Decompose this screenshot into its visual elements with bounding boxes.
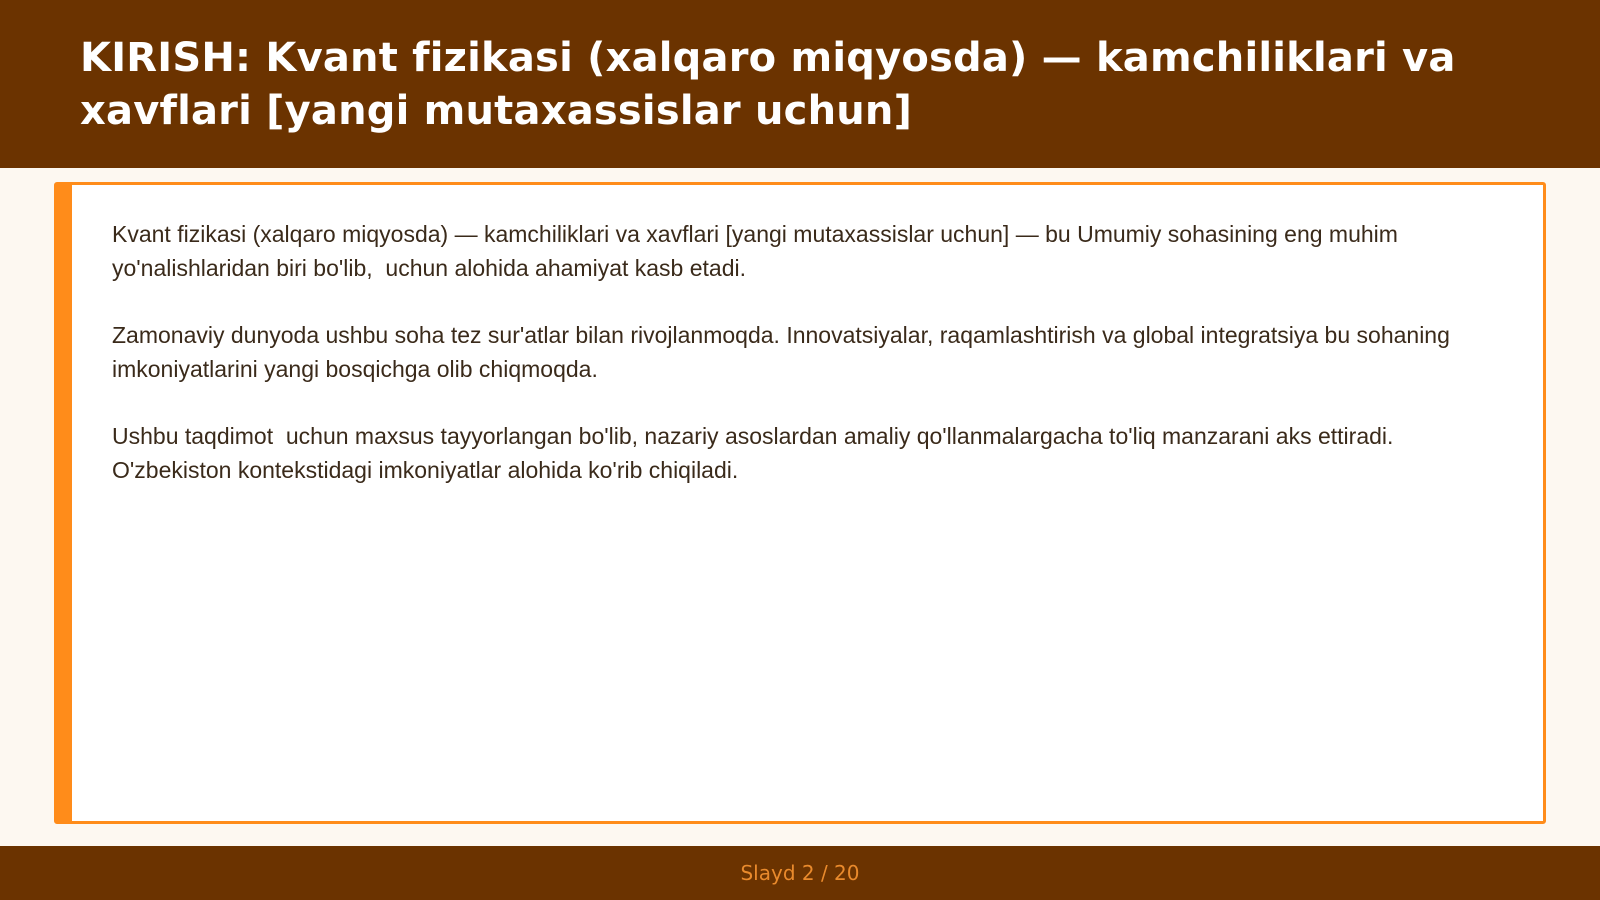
slide-counter: Slayd 2 / 20	[740, 861, 860, 885]
slide-header	[0, 0, 1600, 168]
content-paragraph: Ushbu taqdimot uchun maxsus tayyorlangan bo'lib, nazariy asoslardan amaliy qo'llanmalargacha to'liq manzarani aks ettiradi. O'zbekiston kontekstidagi imkoniyatlar alohida ko'rib chiqiladi.	[112, 423, 1400, 483]
content-paragraph: Kvant fizikasi (xalqaro miqyosda) — kamchiliklari va xavflari [yangi mutaxassislar uchun] — bu Umumiy sohasining eng muhim yo'nalishlaridan biri bo'lib, uchun alohida ahamiyat kasb etadi.	[112, 221, 1405, 281]
content-card	[54, 182, 1546, 824]
slide-title: KIRISH: Kvant fizikasi (xalqaro miqyosda) — kamchiliklari va xavflari [yangi mutaxassislar uchun]	[80, 35, 1456, 134]
slide-footer	[0, 846, 1600, 900]
content-paragraph: Zamonaviy dunyoda ushbu soha tez sur'atlar bilan rivojlanmoqda. Innovatsiyalar, raqamlashtirish va global integratsiya bu sohaning imkoniyatlarini yangi bosqichga olib chiqmoqda.	[112, 322, 1457, 382]
